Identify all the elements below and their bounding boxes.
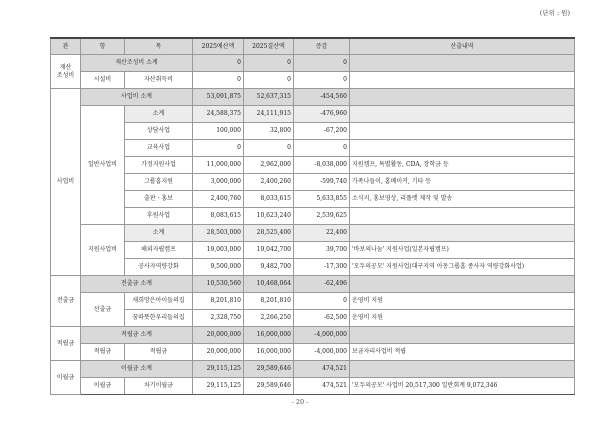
- header-settlement: 2025결산액: [244, 38, 294, 55]
- cell-mok: 적립금: [125, 344, 193, 361]
- cell-mok: 후원사업: [125, 208, 193, 225]
- cell-settlement: 2,962,000: [244, 157, 294, 174]
- cell-difference: 2,539,625: [294, 208, 350, 225]
- cell-detail: [350, 106, 575, 123]
- table-row: [51, 208, 575, 225]
- cell-settlement: 0: [244, 140, 294, 157]
- cell-settlement: 29,589,646: [244, 361, 294, 378]
- cell-settlement: 10,468,064: [244, 276, 294, 293]
- cell-detail: '바보의나눔' 지원사업(일본자립캠프): [350, 242, 575, 259]
- table-row: [51, 174, 575, 191]
- cell-detail: [350, 123, 575, 140]
- cell-detail: 운영비 지원: [350, 293, 575, 310]
- table-row: [51, 89, 575, 106]
- table-row: [51, 106, 575, 123]
- cell-hang: 적립금: [81, 344, 125, 361]
- cell-settlement: 8,201,810: [244, 293, 294, 310]
- header-budget: 2025예산액: [193, 38, 244, 55]
- cell-budget: 2,400,760: [193, 191, 244, 208]
- cell-settlement: 8,033,615: [244, 191, 294, 208]
- cell-detail: 소식지, 홍보영상, 리플렛 제작 및 발송: [350, 191, 575, 208]
- header-hang: 항: [81, 38, 125, 55]
- cell-settlement: 0: [244, 72, 294, 89]
- cell-detail: [350, 208, 575, 225]
- cell-detail: '모두의공모' 사업비 20,517,300 일반회계 9,072,346: [350, 378, 575, 395]
- cell-settlement: 2,400,260: [244, 174, 294, 191]
- subtotal-label: 이월금 소계: [81, 361, 193, 378]
- table-row: [51, 72, 575, 89]
- section-name: 적립금: [51, 327, 81, 361]
- cell-difference: -62,500: [294, 310, 350, 327]
- cell-difference: -4,000,000: [294, 327, 350, 344]
- cell-budget: 53,091,875: [193, 89, 244, 106]
- cell-settlement: 19,042,700: [244, 242, 294, 259]
- header-difference: 증감: [294, 38, 350, 55]
- table-row: [51, 55, 575, 72]
- cell-budget: 0: [193, 140, 244, 157]
- cell-detail: [350, 225, 575, 242]
- cell-mok: 소계: [125, 106, 193, 123]
- page-number: - 20 -: [291, 398, 309, 406]
- cell-mok: 가정지원사업: [125, 157, 193, 174]
- table-row: [51, 344, 575, 361]
- cell-settlement: 29,589,646: [244, 378, 294, 395]
- cell-budget: 10,530,560: [193, 276, 244, 293]
- cell-budget: 11,000,000: [193, 157, 244, 174]
- table-row: [51, 293, 575, 310]
- section-name: 전출금: [51, 276, 81, 327]
- cell-settlement: 52,637,315: [244, 89, 294, 106]
- section-name: 이월금: [51, 361, 81, 395]
- cell-hang: 이월금: [81, 378, 125, 395]
- table-row: [51, 157, 575, 174]
- table-row: [51, 276, 575, 293]
- cell-mok: 해외자립캠프: [125, 242, 193, 259]
- cell-budget: 24,588,375: [193, 106, 244, 123]
- cell-budget: 29,115,125: [193, 378, 244, 395]
- header-mok: 목: [125, 38, 193, 55]
- cell-detail: 가족나들이, 홈베이커, 기타 등: [350, 174, 575, 191]
- cell-budget: 0: [193, 55, 244, 72]
- cell-budget: 8,201,810: [193, 293, 244, 310]
- cell-mok: 자산취득비: [125, 72, 193, 89]
- cell-difference: 0: [294, 55, 350, 72]
- cell-difference: 474,521: [294, 361, 350, 378]
- cell-settlement: 0: [244, 55, 294, 72]
- cell-budget: 9,500,000: [193, 259, 244, 276]
- cell-difference: 39,700: [294, 242, 350, 259]
- cell-detail: [350, 140, 575, 157]
- header-gwan: 관: [51, 38, 81, 55]
- cell-mok: 출판 · 홍보: [125, 191, 193, 208]
- cell-budget: 20,000,000: [193, 344, 244, 361]
- cell-hang: 선출금: [81, 293, 125, 327]
- cell-budget: 28,503,000: [193, 225, 244, 242]
- cell-difference: 0: [294, 140, 350, 157]
- table-row: [51, 140, 575, 157]
- section-name: 사업비: [51, 89, 81, 276]
- cell-mok: 그룹홈지원: [125, 174, 193, 191]
- cell-detail: [350, 361, 575, 378]
- cell-settlement: 2,266,250: [244, 310, 294, 327]
- cell-budget: 3,000,000: [193, 174, 244, 191]
- cell-mok: 공사자역량강화: [125, 259, 193, 276]
- cell-settlement: 16,000,000: [244, 327, 294, 344]
- table-row: [51, 310, 575, 327]
- cell-budget: 2,328,750: [193, 310, 244, 327]
- cell-difference: -67,200: [294, 123, 350, 140]
- cell-settlement: 16,000,000: [244, 344, 294, 361]
- cell-difference: 0: [294, 72, 350, 89]
- cell-difference: -17,300: [294, 259, 350, 276]
- cell-settlement: 28,525,400: [244, 225, 294, 242]
- cell-mok: 꿈따뜻한우리들의집: [125, 310, 193, 327]
- cell-hang: 일반사업비: [81, 106, 125, 225]
- cell-difference: -454,560: [294, 89, 350, 106]
- cell-budget: 20,000,000: [193, 327, 244, 344]
- subtotal-label: 전출금 소계: [81, 276, 193, 293]
- cell-mok: 상담사업: [125, 123, 193, 140]
- cell-settlement: 9,482,700: [244, 259, 294, 276]
- table-header-row: [51, 38, 575, 55]
- table-row: [51, 327, 575, 344]
- settlement-table: [50, 37, 575, 395]
- cell-difference: -599,740: [294, 174, 350, 191]
- cell-hang: 시설비: [81, 72, 125, 89]
- table-row: [51, 225, 575, 242]
- cell-detail: 운영비 지원: [350, 310, 575, 327]
- subtotal-label: 사업비 소계: [81, 89, 193, 106]
- subtotal-label: 재산조성비 소계: [81, 55, 193, 72]
- table-row: [51, 378, 575, 395]
- cell-difference: -4,000,000: [294, 344, 350, 361]
- cell-mok: 새희망은아이들의집: [125, 293, 193, 310]
- cell-mok: 교육사업: [125, 140, 193, 157]
- cell-budget: 19,003,000: [193, 242, 244, 259]
- cell-mok: 차기이월금: [125, 378, 193, 395]
- cell-budget: 100,000: [193, 123, 244, 140]
- cell-difference: 22,400: [294, 225, 350, 242]
- cell-detail: 보금자리사업비 적립: [350, 344, 575, 361]
- cell-difference: -476,960: [294, 106, 350, 123]
- cell-detail: [350, 276, 575, 293]
- table-row: [51, 191, 575, 208]
- section-name: 재산 조성비: [51, 55, 81, 89]
- cell-hang: 지원사업비: [81, 225, 125, 276]
- cell-difference: -8,038,000: [294, 157, 350, 174]
- table-row: [51, 242, 575, 259]
- cell-difference: 474,521: [294, 378, 350, 395]
- cell-budget: 8,083,615: [193, 208, 244, 225]
- cell-settlement: 32,800: [244, 123, 294, 140]
- cell-difference: -62,496: [294, 276, 350, 293]
- cell-detail: [350, 327, 575, 344]
- table-row: [51, 259, 575, 276]
- cell-detail: 지원캠프, 특별활동, CDA, 장학금 등: [350, 157, 575, 174]
- cell-detail: [350, 72, 575, 89]
- header-detail: 산출내역: [350, 38, 575, 55]
- unit-label: (단위 : 원): [539, 9, 570, 17]
- cell-detail: [350, 55, 575, 72]
- cell-difference: 5,633,855: [294, 191, 350, 208]
- cell-mok: 소계: [125, 225, 193, 242]
- table-row: [51, 361, 575, 378]
- cell-detail: [350, 89, 575, 106]
- cell-settlement: 24,111,915: [244, 106, 294, 123]
- cell-detail: '모두의공모' 지원사업(대구지역 아동그룹홈 종사자 역량강화사업): [350, 259, 575, 276]
- cell-budget: 0: [193, 72, 244, 89]
- table-row: [51, 123, 575, 140]
- cell-difference: 0: [294, 293, 350, 310]
- cell-budget: 29,115,125: [193, 361, 244, 378]
- subtotal-label: 적립금 소계: [81, 327, 193, 344]
- cell-settlement: 10,623,240: [244, 208, 294, 225]
